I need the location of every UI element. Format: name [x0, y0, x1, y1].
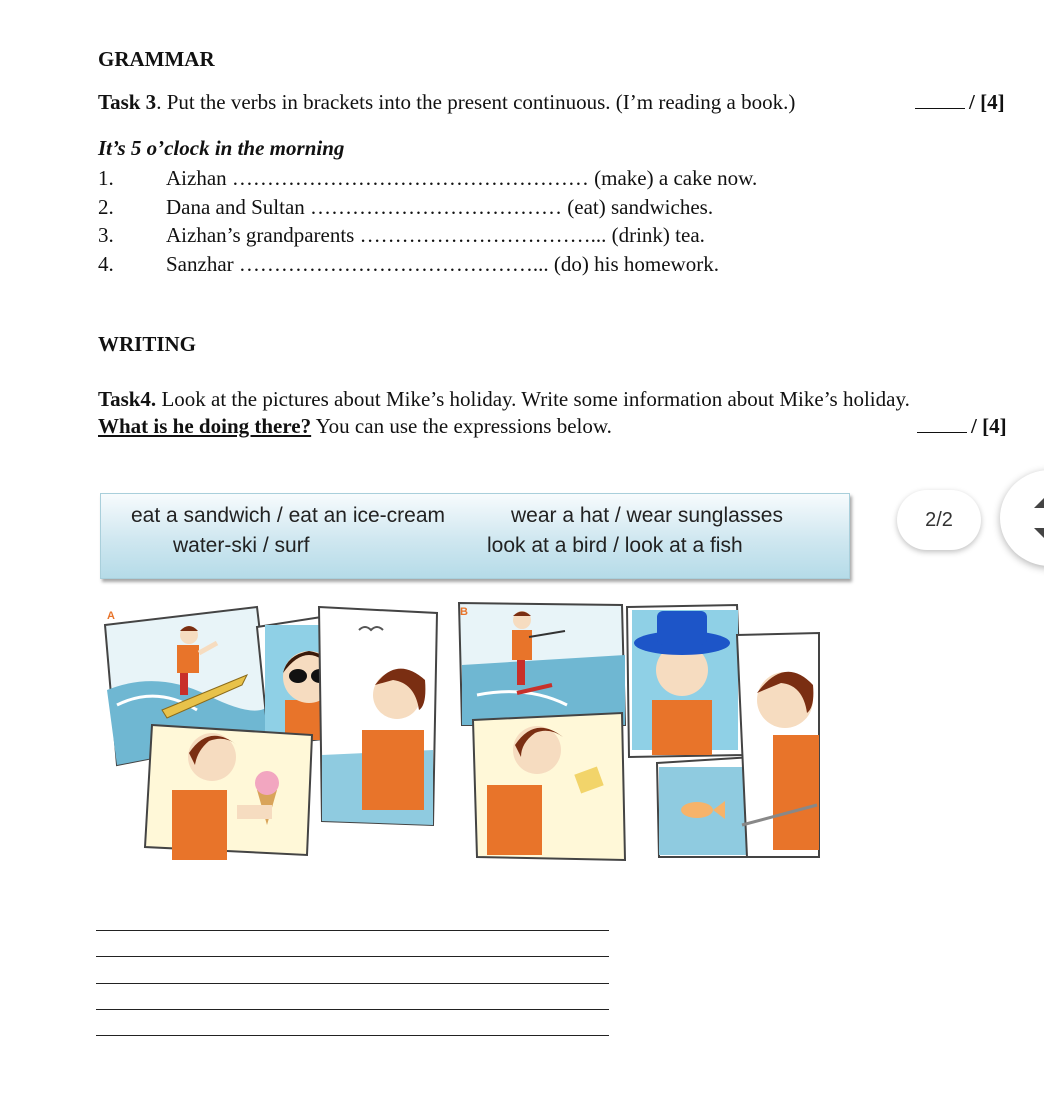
task3-score-text: / [4]: [969, 90, 1005, 114]
item-number: 1.: [98, 166, 114, 190]
task4-question-rest: You can use the expressions below.: [311, 414, 612, 438]
task4-score-blank: [917, 414, 967, 433]
mike-holiday-illustration: [97, 585, 837, 875]
expression: eat a sandwich / eat an ice-cream: [131, 504, 445, 527]
expression: water-ski / surf: [173, 534, 310, 557]
item-rest: (eat) sandwiches.: [567, 195, 714, 219]
picture-a: [105, 607, 437, 860]
scroll-button[interactable]: [1000, 470, 1044, 566]
writing-heading: WRITING: [98, 332, 197, 356]
item-number: 2.: [98, 195, 114, 219]
answer-line[interactable]: [96, 930, 609, 931]
task3-subheading: It’s 5 o’clock in the morning: [98, 136, 345, 160]
item-blank: ……………………………………...: [238, 252, 549, 276]
task3-score-blank: [915, 90, 965, 109]
item-number: 4.: [98, 252, 114, 276]
item-blank: ………………………………: [310, 195, 563, 219]
task4-text: Look at the pictures about Mike’s holiday. Write some information about Mike’s holiday.: [156, 387, 910, 411]
item-subject: Aizhan’s grandparents: [166, 223, 355, 247]
item-subject: Sanzhar: [166, 252, 234, 276]
grammar-heading: GRAMMAR: [98, 47, 215, 71]
task4-instruction: [98, 387, 910, 412]
answer-line[interactable]: [96, 956, 609, 957]
scroll-arrows-icon: [1024, 470, 1044, 566]
expression: wear a hat / wear sunglasses: [511, 504, 783, 527]
item-rest: (drink) tea.: [611, 223, 705, 247]
item-blank: ……………………………...: [359, 223, 607, 247]
expression: look at a bird / look at a fish: [487, 534, 743, 557]
page-indicator: 2/2: [897, 490, 981, 550]
task4-label: Task4.: [98, 387, 157, 411]
picture-label-b: B: [460, 606, 468, 618]
expressions-box: [100, 493, 850, 579]
task4-question: What is he doing there?: [98, 414, 312, 438]
item-rest: (make) a cake now.: [594, 166, 758, 190]
task3-instruction: [98, 90, 795, 115]
picture-label-a: A: [107, 610, 115, 622]
item-rest: (do) his homework.: [553, 252, 719, 276]
task4-score: [917, 414, 1007, 439]
item-number: 3.: [98, 223, 114, 247]
task3-label: Task 3: [98, 90, 157, 114]
answer-line[interactable]: [96, 983, 609, 984]
task3-text: . Put the verbs in brackets into the present continuous. (I’m reading a book.): [156, 90, 796, 114]
task3-score: [915, 90, 1005, 115]
item-subject: Aizhan: [166, 166, 227, 190]
task4-question-line: [98, 414, 612, 439]
answer-line[interactable]: [96, 1035, 609, 1036]
task4-score-text: / [4]: [971, 414, 1007, 438]
item-blank: ……………………………………………: [231, 166, 589, 190]
item-subject: Dana and Sultan: [166, 195, 305, 219]
answer-line[interactable]: [96, 1009, 609, 1010]
